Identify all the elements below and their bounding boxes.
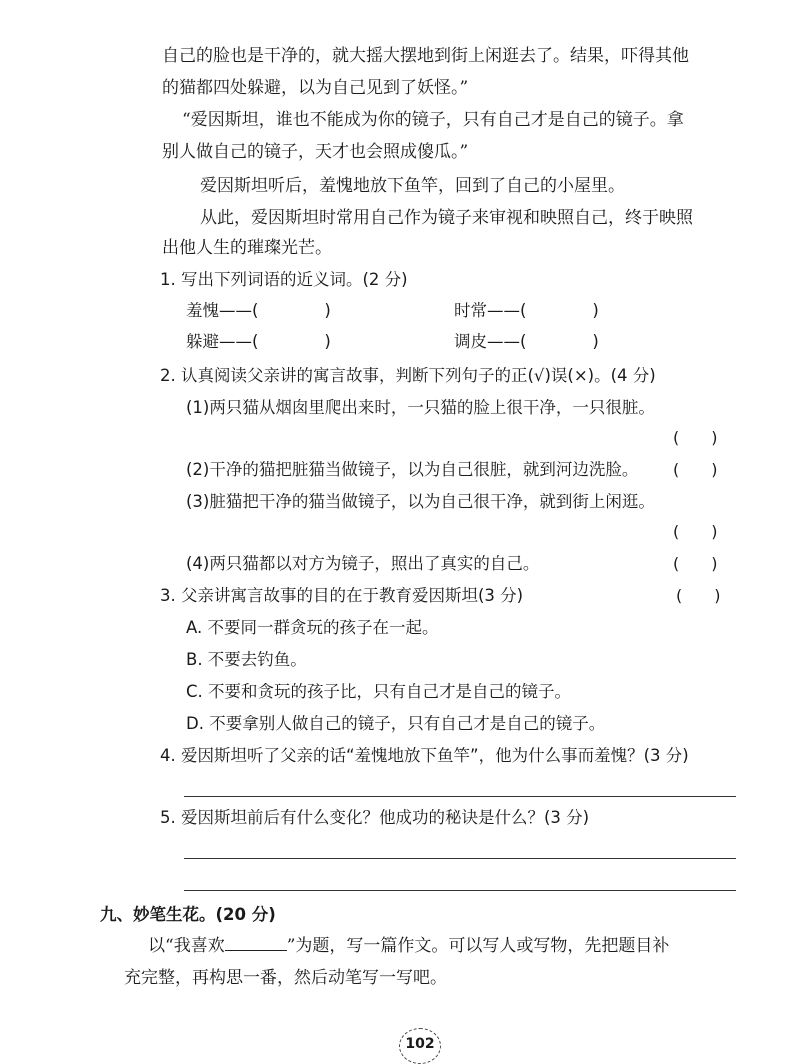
q2-statement-3: (3)脏猫把干净的猫当做镜子，以为自己很干净，就到街上闲逛。 [186,492,655,511]
passage-line: “爱因斯坦，谁也不能成为你的镜子，只有自己才是自己的镜子。拿 [182,110,684,130]
q3-option-d: D. 不要拿别人做自己的镜子，只有自己才是自己的镜子。 [186,714,606,733]
q3-option-a: A. 不要同一群贪玩的孩子在一起。 [186,618,439,637]
q4-answer-line[interactable] [184,796,736,797]
prompt-part-1: 以“我喜欢 [148,936,225,956]
page-number: 102 [399,1028,441,1064]
q2-statement-1: (1)两只猫从烟囱里爬出来时，一只猫的脸上很干净，一只很脏。 [186,398,655,417]
passage-line: 出他人生的璀璨光芒。 [162,238,332,258]
q2-answer-3[interactable]: ( ) [673,522,718,541]
q2-answer-1[interactable]: ( ) [673,428,718,447]
title-blank[interactable] [225,936,287,951]
question-3-stem: 3. 父亲讲寓言故事的目的在于教育爱因斯坦(3 分) [160,586,524,605]
passage-line: 的猫都四处躲避，以为自己见到了妖怪。” [162,78,469,98]
q3-option-c: C. 不要和贪玩的孩子比，只有自己才是自己的镜子。 [186,682,572,701]
q3-option-b: B. 不要去钓鱼。 [186,650,307,669]
q1-item-c[interactable]: 躲避——( ) [186,332,331,351]
section-9-heading: 九、妙笔生花。(20 分) [100,905,276,924]
composition-prompt-line-2: 充完整，再构思一番，然后动笔写一写吧。 [124,968,447,988]
prompt-part-2: ”为题，写一篇作文。可以写人或写物，先把题目补 [286,936,670,956]
question-1-stem: 1. 写出下列词语的近义词。(2 分) [160,270,408,289]
passage-line: 从此，爱因斯坦时常用自己作为镜子来审视和映照自己，终于映照 [200,208,693,228]
q5-answer-line-2[interactable] [184,890,736,891]
q2-statement-4: (4)两只猫都以对方为镜子，照出了真实的自己。 [186,554,540,573]
question-5-stem: 5. 爱因斯坦前后有什么变化？他成功的秘诀是什么？(3 分) [160,808,590,827]
q2-answer-2[interactable]: ( ) [673,460,718,479]
q5-answer-line-1[interactable] [184,858,736,859]
question-2-stem: 2. 认真阅读父亲讲的寓言故事，判断下列句子的正(√)误(×)。(4 分) [160,366,656,385]
composition-prompt-line-1 [148,934,669,958]
q1-item-d[interactable]: 调皮——( ) [454,332,599,351]
question-4-stem: 4. 爱因斯坦听了父亲的话“羞愧地放下鱼竿”，他为什么事而羞愧？(3 分) [160,746,689,765]
passage-line: 爱因斯坦听后，羞愧地放下鱼竿，回到了自己的小屋里。 [200,176,625,196]
passage-line: 自己的脸也是干净的，就大摇大摆地到街上闲逛去了。结果，吓得其他 [162,46,689,66]
passage-line: 别人做自己的镜子，天才也会照成傻瓜。” [162,142,469,162]
q2-answer-4[interactable]: ( ) [673,554,718,573]
q2-statement-2: (2)干净的猫把脏猫当做镜子，以为自己很脏，就到河边洗脸。 [186,460,639,479]
q1-item-b[interactable]: 时常——( ) [454,301,599,320]
q3-answer[interactable]: ( ) [676,586,721,605]
q1-item-a[interactable]: 羞愧——( ) [186,301,331,320]
